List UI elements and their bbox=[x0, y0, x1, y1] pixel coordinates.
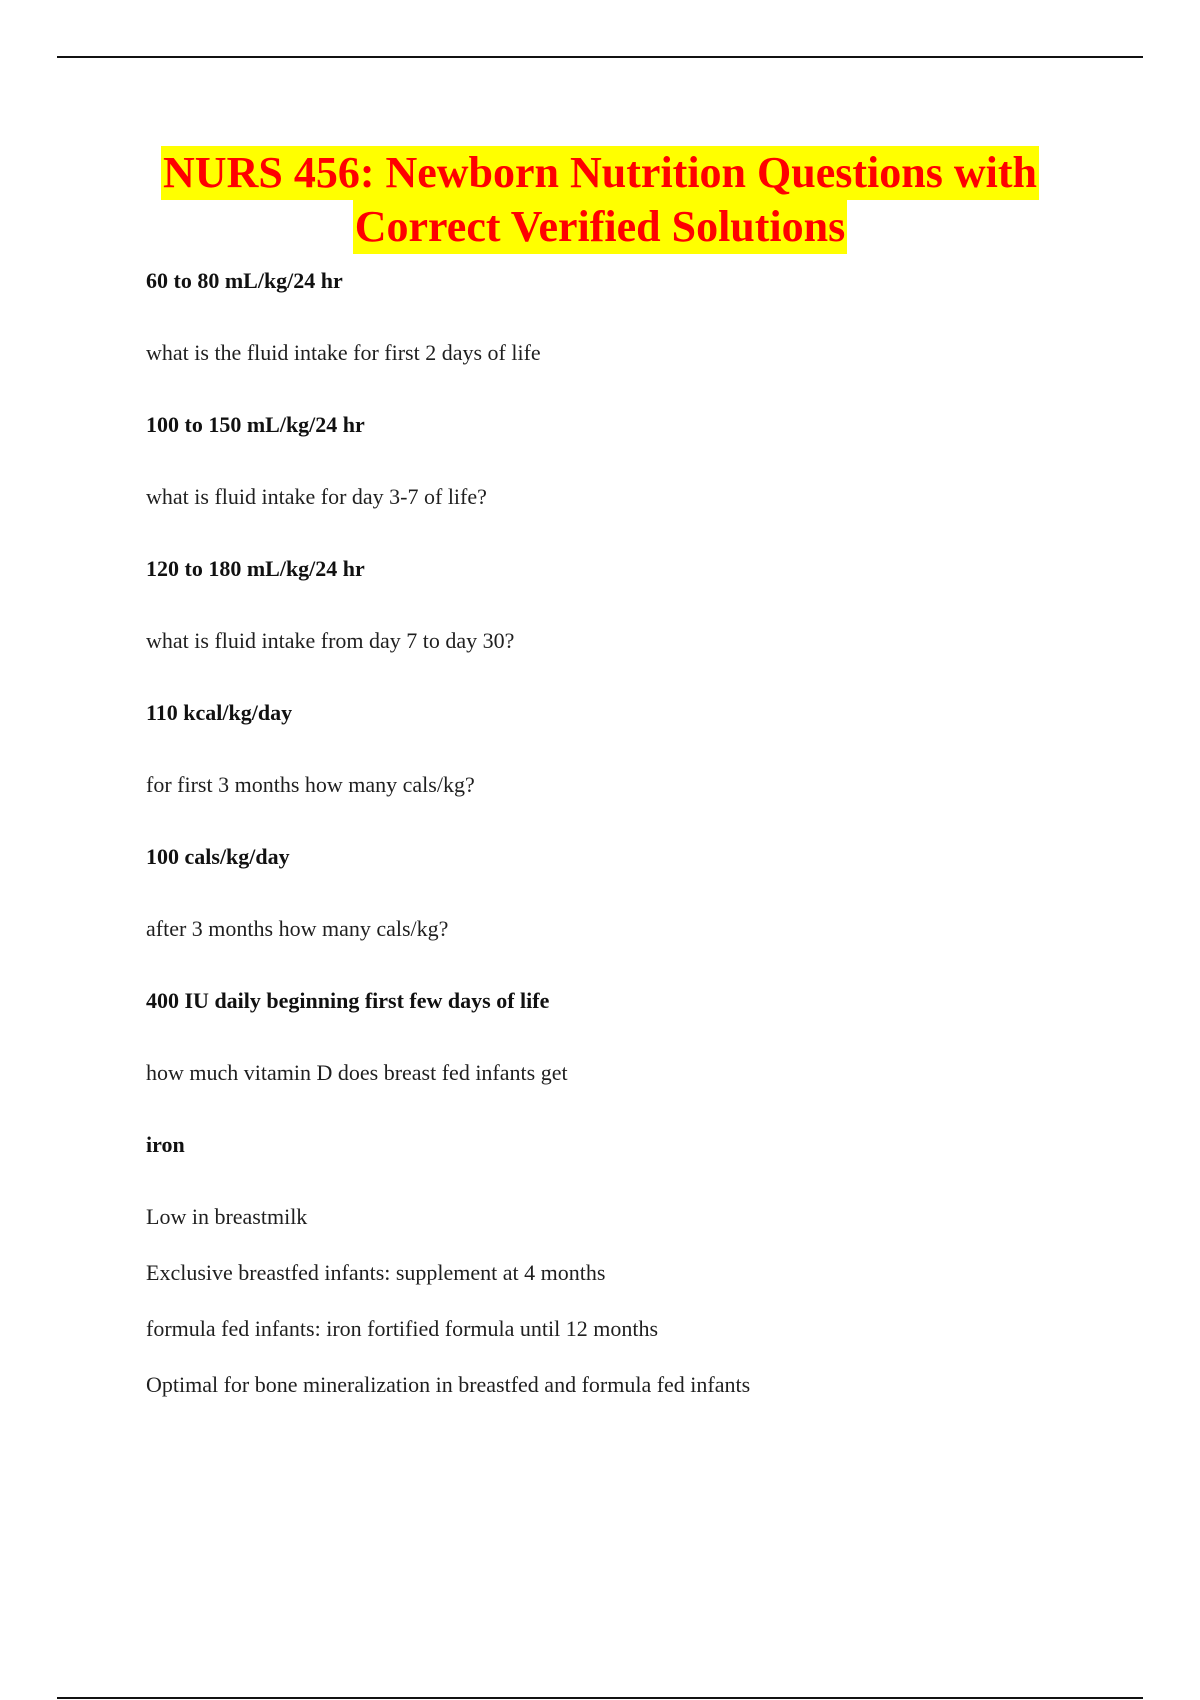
document-title bbox=[0, 146, 1200, 254]
flashcard bbox=[146, 1132, 1106, 1398]
flashcard-list bbox=[146, 268, 1106, 1398]
flashcard-answer: 60 to 80 mL/kg/24 hr bbox=[146, 268, 343, 293]
flashcard bbox=[146, 700, 1106, 798]
flashcard bbox=[146, 844, 1106, 942]
flashcard-answer: 110 kcal/kg/day bbox=[146, 700, 293, 725]
flashcard-question: for first 3 months how many cals/kg? bbox=[146, 772, 475, 797]
flashcard-question-line: Low in breastmilk bbox=[146, 1204, 308, 1229]
flashcard-question: what is the fluid intake for first 2 days of life bbox=[146, 340, 541, 365]
flashcard-question: what is fluid intake for day 3-7 of life? bbox=[146, 484, 487, 509]
flashcard-question-line: Optimal for bone mineralization in breastfed and formula fed infants bbox=[146, 1372, 751, 1397]
flashcard-question: how much vitamin D does breast fed infants get bbox=[146, 1060, 568, 1085]
flashcard bbox=[146, 268, 1106, 366]
flashcard-answer: iron bbox=[146, 1132, 185, 1157]
flashcard-answer: 100 cals/kg/day bbox=[146, 844, 290, 869]
flashcard bbox=[146, 412, 1106, 510]
top-rule bbox=[57, 56, 1143, 58]
flashcard bbox=[146, 988, 1106, 1086]
flashcard-answer: 400 IU daily beginning first few days of life bbox=[146, 988, 550, 1013]
flashcard-question-line: formula fed infants: iron fortified formula until 12 months bbox=[146, 1316, 659, 1341]
flashcard-answer: 120 to 180 mL/kg/24 hr bbox=[146, 556, 365, 581]
title-line-2: Correct Verified Solutions bbox=[353, 200, 848, 254]
flashcard-question: after 3 months how many cals/kg? bbox=[146, 916, 449, 941]
title-line-1: NURS 456: Newborn Nutrition Questions with bbox=[161, 146, 1039, 200]
bottom-rule bbox=[57, 1697, 1143, 1699]
flashcard bbox=[146, 556, 1106, 654]
flashcard-answer: 100 to 150 mL/kg/24 hr bbox=[146, 412, 365, 437]
flashcard-question: what is fluid intake from day 7 to day 30? bbox=[146, 628, 515, 653]
flashcard-question-line: Exclusive breastfed infants: supplement at 4 months bbox=[146, 1260, 606, 1285]
